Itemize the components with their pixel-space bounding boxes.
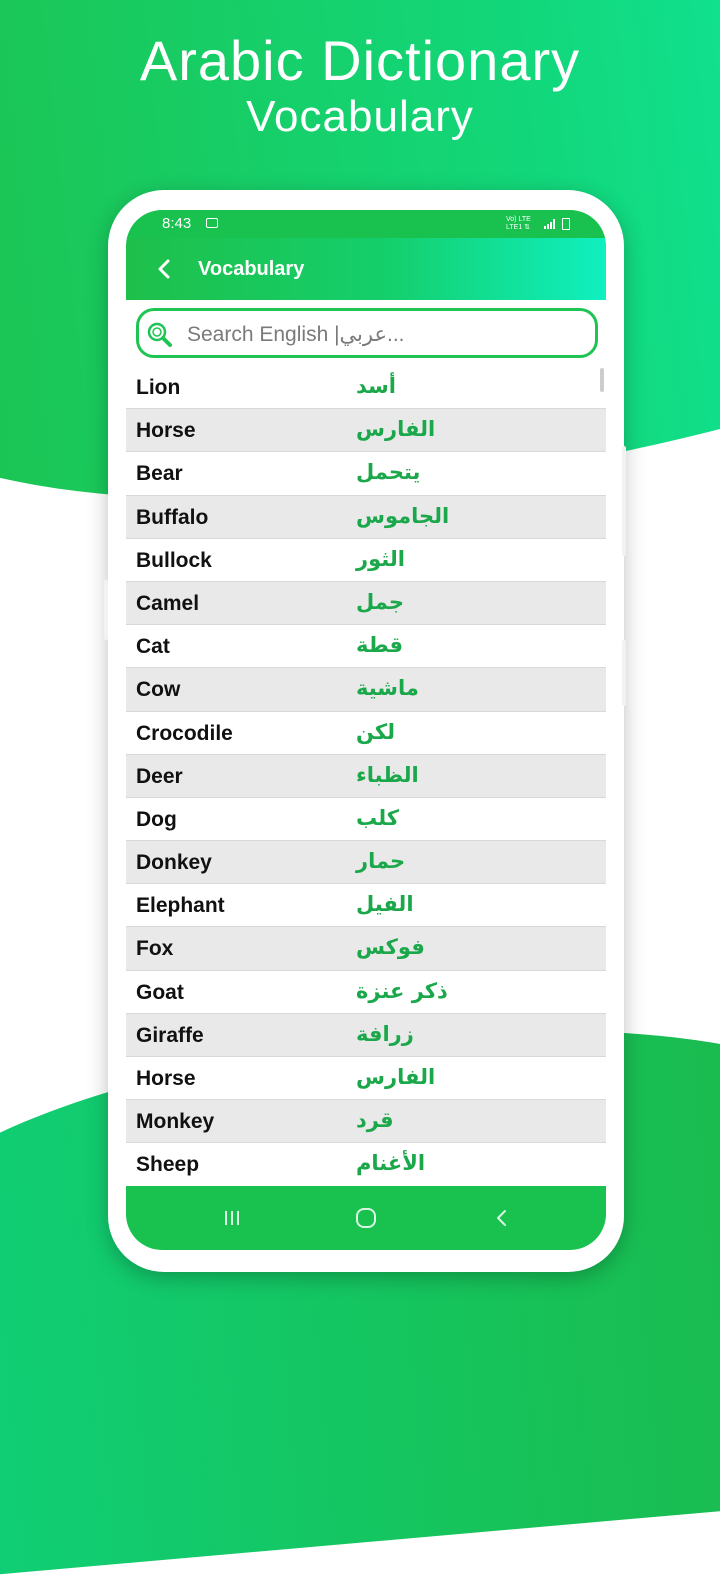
phone-screen (126, 210, 606, 1250)
list-item[interactable] (126, 798, 606, 841)
network-line-1: Vo) LTE (506, 216, 531, 223)
list-item[interactable] (126, 409, 606, 452)
network-line-2: LTE1 ⇅ (506, 224, 531, 231)
arabic-word: أسد (356, 374, 396, 398)
arabic-word: يتحمل (356, 460, 421, 485)
arabic-word: قرد (356, 1108, 394, 1133)
english-word: Sheep (136, 1153, 200, 1177)
arabic-word: الفارس (356, 1065, 436, 1089)
page-title: Vocabulary (198, 258, 305, 280)
arabic-word: الأغنام (356, 1151, 426, 1176)
back-button[interactable] (150, 254, 178, 284)
list-item[interactable] (126, 668, 606, 711)
recent-apps-button[interactable] (214, 1200, 250, 1236)
back-arrow-icon (484, 1200, 520, 1236)
system-back-button[interactable] (484, 1200, 520, 1236)
phone-side-button (622, 446, 626, 556)
vocabulary-list (126, 366, 606, 1186)
search-icon (147, 322, 173, 348)
chevron-left-icon (150, 254, 178, 284)
english-word: Horse (136, 419, 196, 443)
list-item[interactable] (126, 1143, 606, 1186)
list-item[interactable] (126, 582, 606, 625)
phone-side-button (104, 580, 108, 640)
image-notification-icon (206, 218, 218, 228)
list-item[interactable] (126, 539, 606, 582)
english-word: Lion (136, 376, 181, 399)
english-word: Buffalo (136, 505, 209, 529)
english-word: Elephant (136, 894, 225, 918)
english-word: Cat (136, 635, 170, 659)
arabic-word: الفارس (356, 417, 436, 442)
arabic-word: جمل (356, 589, 404, 614)
home-icon (348, 1200, 384, 1236)
list-item[interactable] (126, 625, 606, 668)
english-word: Deer (136, 764, 183, 788)
status-time: 8:43 (162, 215, 192, 232)
list-item[interactable] (126, 971, 606, 1014)
headline-title: Arabic Dictionary (139, 29, 581, 92)
list-item[interactable] (126, 841, 606, 884)
english-word: Giraffe (136, 1023, 204, 1047)
list-item[interactable] (126, 1014, 606, 1057)
phone-frame (108, 190, 624, 1272)
search-input[interactable] (185, 320, 589, 350)
english-word: Goat (136, 980, 184, 1004)
arabic-word: الفيل (356, 892, 414, 917)
arabic-word: الجاموس (356, 503, 450, 528)
english-word: Camel (136, 591, 200, 615)
system-nav-bar (126, 1186, 606, 1250)
scrollbar[interactable] (600, 368, 604, 392)
english-word: Crocodile (136, 721, 233, 745)
signal-icon (544, 219, 556, 229)
english-word: Bullock (136, 548, 212, 572)
recent-apps-icon (214, 1200, 250, 1236)
list-item[interactable] (126, 452, 606, 495)
arabic-word: كلب (356, 805, 400, 830)
arabic-word: ماشية (356, 676, 419, 701)
network-indicator (506, 216, 531, 232)
home-button[interactable] (348, 1200, 384, 1236)
list-item[interactable] (126, 755, 606, 798)
english-word: Bear (136, 462, 183, 486)
app-bar (126, 238, 606, 300)
english-word: Cow (136, 678, 181, 702)
english-word: Dog (136, 807, 177, 831)
status-bar (126, 210, 606, 238)
headline-subtitle: Vocabulary (246, 92, 474, 141)
english-word: Horse (136, 1067, 196, 1090)
arabic-word: زرافة (356, 1021, 414, 1046)
arabic-word: قطة (356, 633, 403, 658)
list-item[interactable] (126, 366, 606, 409)
arabic-word: ذكر عنزة (356, 978, 448, 1003)
english-word: Fox (136, 937, 174, 961)
list-item[interactable] (126, 1100, 606, 1143)
english-word: Monkey (136, 1110, 215, 1134)
battery-icon (562, 218, 570, 230)
arabic-word: الظباء (356, 762, 419, 787)
english-word: Donkey (136, 851, 212, 875)
list-item[interactable] (126, 884, 606, 927)
arabic-word: لكن (356, 719, 395, 744)
search-bar[interactable] (136, 308, 598, 358)
list-item[interactable] (126, 927, 606, 970)
arabic-word: فوكس (356, 935, 425, 960)
arabic-word: حمار (356, 849, 406, 874)
phone-side-button (622, 640, 626, 706)
list-item[interactable] (126, 1057, 606, 1100)
arabic-word: الثور (356, 546, 405, 571)
list-item[interactable] (126, 712, 606, 755)
list-item[interactable] (126, 496, 606, 539)
